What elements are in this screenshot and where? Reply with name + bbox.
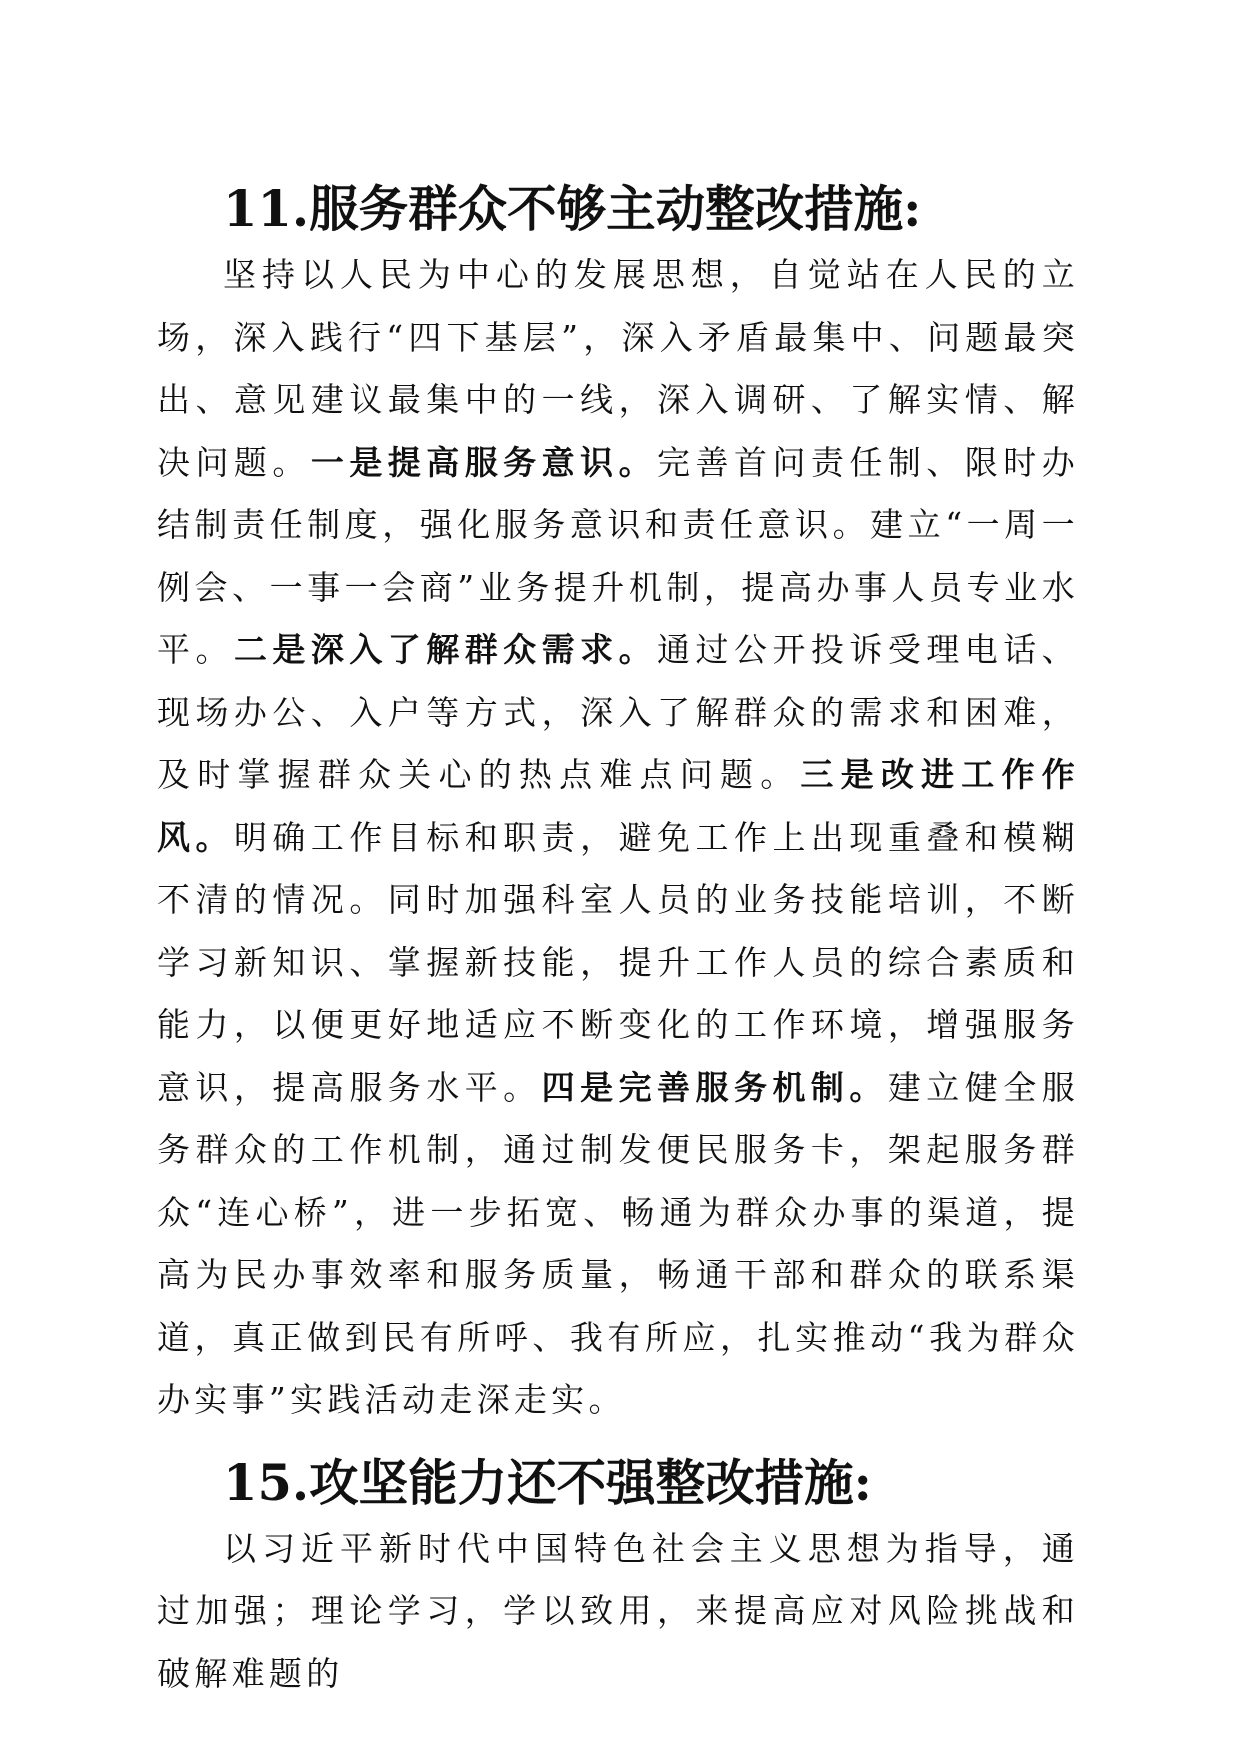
paragraph-text: 通过公开投诉受理电话、现场办公、入户等方式，深入了解群众的需求和困难，及时掌握群众关心的热点难点问题。 [157, 630, 1079, 794]
paragraph-bold-point-4: 四是完善服务机制。 [541, 1067, 888, 1107]
section-paragraph-11 [157, 244, 1079, 1432]
section-heading-11: 11.服务群众不够主动整改措施: [223, 180, 922, 238]
section-paragraph-15 [157, 1518, 1079, 1706]
paragraph-bold-point-3: 三是改进工作作风。 [157, 755, 1079, 857]
section-heading-15: 15.攻坚能力还不强整改措施: [223, 1453, 872, 1512]
paragraph-text: 建立健全服务群众的工作机制，通过制发便民服务卡，架起服务群众“连心桥”，进一步拓宽、畅通为群众办事的渠道，提高为民办事效率和服务质量，畅通干部和群众的联系渠道，真正做到民有所呼、我有所应，扎实推动“我为群众办实事”实践活动走深走实。 [157, 1067, 1080, 1419]
document-body [157, 174, 1079, 1705]
paragraph-text: 明确工作目标和职责，避免工作上出现重叠和模糊不清的情况。同时加强科室人员的业务技能培训，不断学习新知识、掌握新技能，提升工作人员的综合素质和能力，以便更好地适应不断变化的工作环境，增强服务意识，提高服务水平。 [157, 817, 1079, 1107]
paragraph-text: 坚持以人民为中心的发展思想，自觉站在人民的立场，深入践行“四下基层”，深入矛盾最集中、问题最突出、意见建议最集中的一线，深入调研、了解实情、解决问题。 [157, 255, 1079, 482]
paragraph-text: 以习近平新时代中国特色社会主义思想为指导，通过加强；理论学习，学以致用，来提高应对风险挑战和破解难题的 [157, 1528, 1079, 1693]
paragraph-bold-point-2: 二是深入了解群众需求。 [233, 630, 658, 669]
paragraph-bold-point-1: 一是提高服务意识。 [310, 442, 658, 482]
paragraph-text: 完善首问责任制、限时办结制责任制度，强化服务意识和责任意识。建立“一周一例会、一事一会商”业务提升机制，提高办事人员专业水平。 [157, 442, 1079, 669]
